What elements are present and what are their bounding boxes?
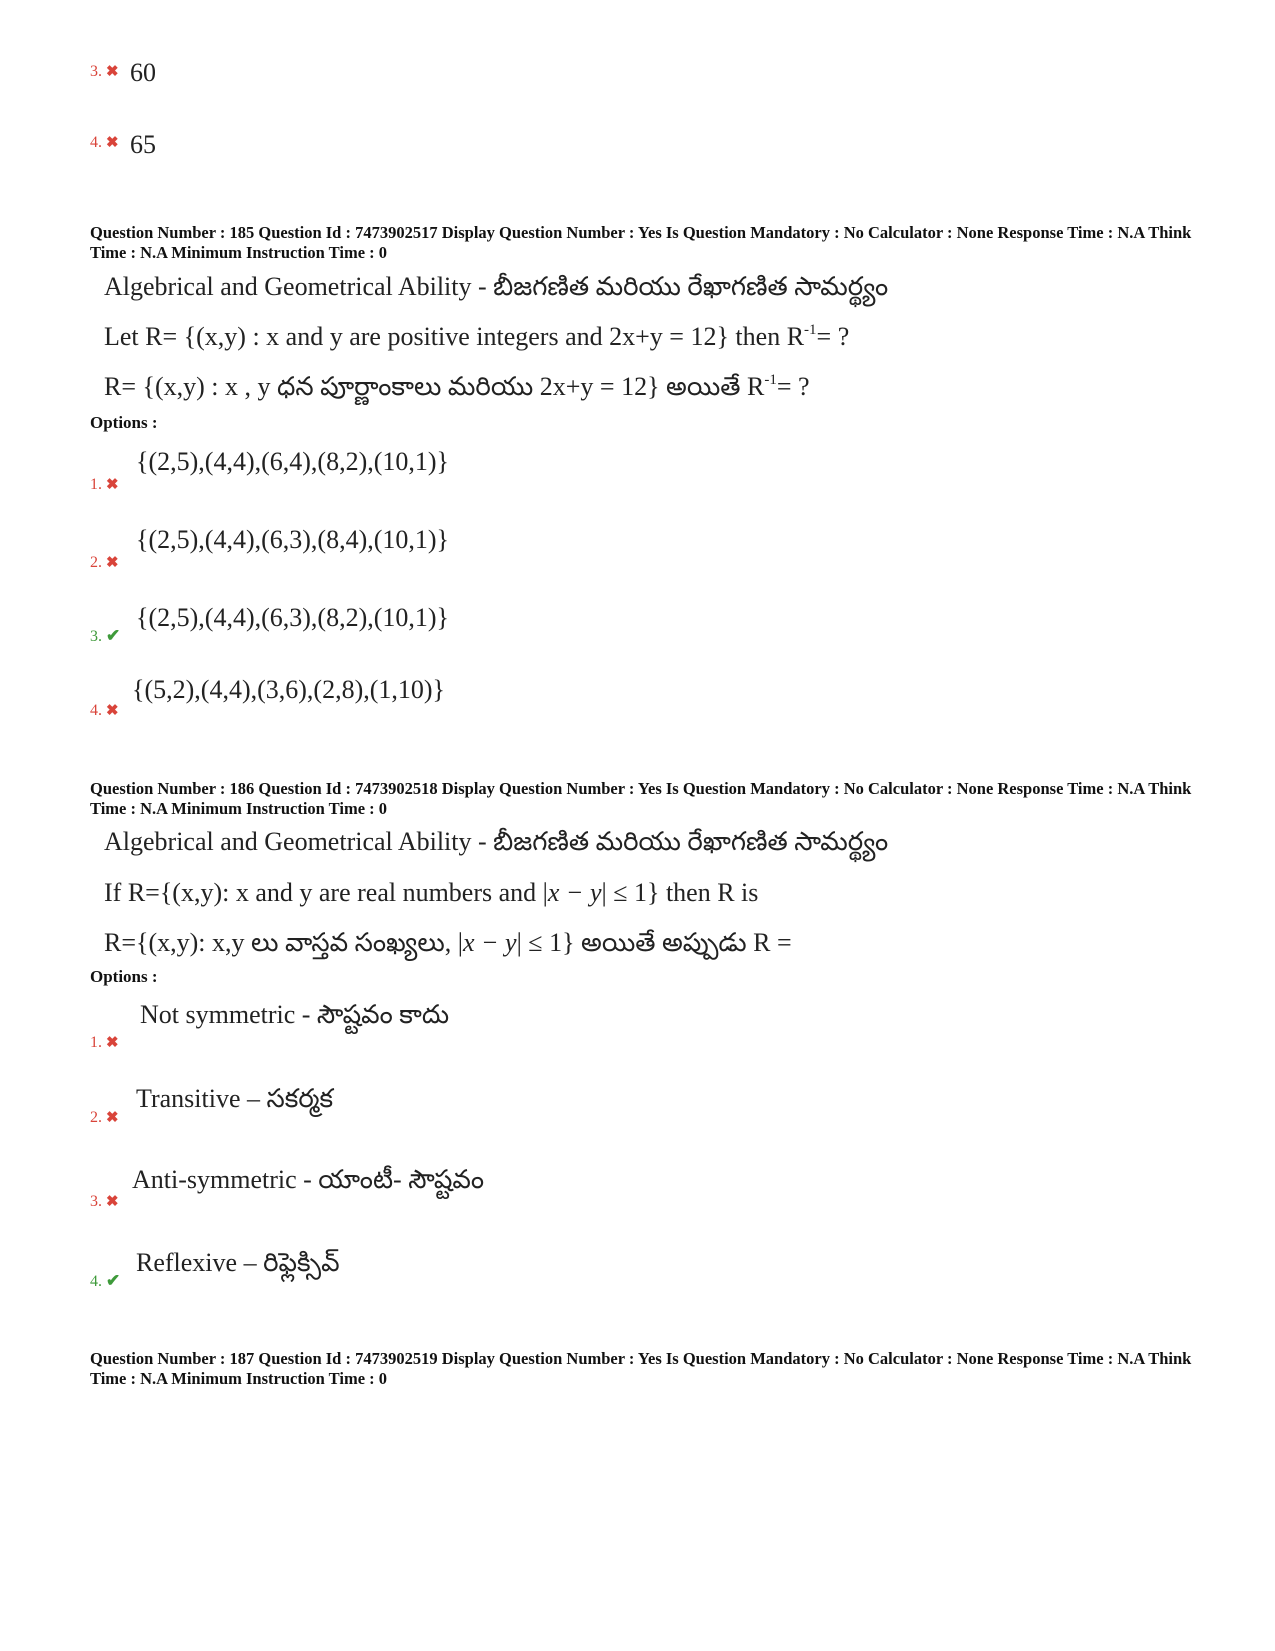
options-label: Options : xyxy=(90,413,158,432)
option-text: Transitive – సకర్మక xyxy=(136,1084,334,1113)
option-number: 2. xyxy=(90,554,102,571)
option-item xyxy=(90,475,119,494)
option-text: Reflexive – రిఫ్లెక్సివ్ xyxy=(136,1248,340,1277)
check-icon: ✔ xyxy=(106,1271,121,1290)
option-text: {(2,5),(4,4),(6,4),(8,2),(10,1)} xyxy=(136,447,450,476)
question-subject: Algebrical and Geometrical Ability - బీజగణిత మరియు రేఖాగణిత సామర్థ్యం xyxy=(104,272,889,301)
option-item xyxy=(90,626,120,646)
option-number: 3. xyxy=(90,63,102,80)
cross-icon: ✖ xyxy=(106,64,119,80)
question-text-english: If R={(x,y): x and y are real numbers and |x − y| ≤ 1} then R is xyxy=(104,878,759,907)
option-text: 65 xyxy=(130,130,156,159)
option-item xyxy=(90,1192,119,1211)
option-text: {(5,2),(4,4),(3,6),(2,8),(1,10)} xyxy=(132,675,446,704)
question-text-english: Let R= {(x,y) : x and y are positive integers and 2x+y = 12} then $R^{-1}=$ ? xyxy=(104,322,850,351)
cross-icon: ✖ xyxy=(106,477,119,493)
option-number: 3. xyxy=(90,628,102,645)
cross-icon: ✖ xyxy=(106,135,119,151)
option-number: 2. xyxy=(90,1109,102,1126)
cross-icon: ✖ xyxy=(106,1110,119,1126)
option-item xyxy=(90,701,119,720)
option-item xyxy=(90,1033,119,1052)
cross-icon: ✖ xyxy=(106,1194,119,1210)
option-item xyxy=(90,1271,120,1291)
question-meta: Question Number : 187 Question Id : 7473902519 Display Question Number : Yes Is Question Mandatory : No Calculator : None Response Time : N.A Think Time : N.A Minimum Instruction Time : 0 xyxy=(90,1349,1192,1388)
cross-icon: ✖ xyxy=(106,1035,119,1051)
option-text: Not symmetric - సౌష్టవం కాదు xyxy=(140,1000,450,1029)
option-number: 4. xyxy=(90,134,102,151)
question-meta: Question Number : 185 Question Id : 7473902517 Display Question Number : Yes Is Question Mandatory : No Calculator : None Response Time : N.A Think Time : N.A Minimum Instruction Time : 0 xyxy=(90,223,1192,262)
option-text: {(2,5),(4,4),(6,3),(8,4),(10,1)} xyxy=(136,525,450,554)
option-number: 1. xyxy=(90,1034,102,1051)
question-text-telugu: R={(x,y): x,y లు వాస్తవ సంఖ్యలు, |x − y| ≤ 1} అయితే అప్పుడు R = xyxy=(104,928,792,957)
options-label: Options : xyxy=(90,967,158,986)
option-item xyxy=(90,133,119,152)
option-number: 3. xyxy=(90,1193,102,1210)
check-icon: ✔ xyxy=(106,626,121,645)
option-number: 4. xyxy=(90,702,102,719)
option-item xyxy=(90,553,119,572)
option-text: {(2,5),(4,4),(6,3),(8,2),(10,1)} xyxy=(136,603,450,632)
option-number: 1. xyxy=(90,476,102,493)
option-number: 4. xyxy=(90,1273,102,1290)
option-item xyxy=(90,62,119,81)
cross-icon: ✖ xyxy=(106,703,119,719)
cross-icon: ✖ xyxy=(106,555,119,571)
question-meta: Question Number : 186 Question Id : 7473902518 Display Question Number : Yes Is Question Mandatory : No Calculator : None Response Time : N.A Think Time : N.A Minimum Instruction Time : 0 xyxy=(90,779,1192,818)
question-text-telugu: R= {(x,y) : x , y ధన పూర్ణాంకాలు మరియు 2x+y = 12} అయితే $R^{-1}=$ ? xyxy=(104,372,810,401)
option-text: Anti-symmetric - యాంటీ- సౌష్టవం xyxy=(132,1165,485,1194)
question-subject: Algebrical and Geometrical Ability - బీజగణిత మరియు రేఖాగణిత సామర్థ్యం xyxy=(104,827,889,856)
option-item xyxy=(90,1108,119,1127)
option-text: 60 xyxy=(130,58,156,87)
